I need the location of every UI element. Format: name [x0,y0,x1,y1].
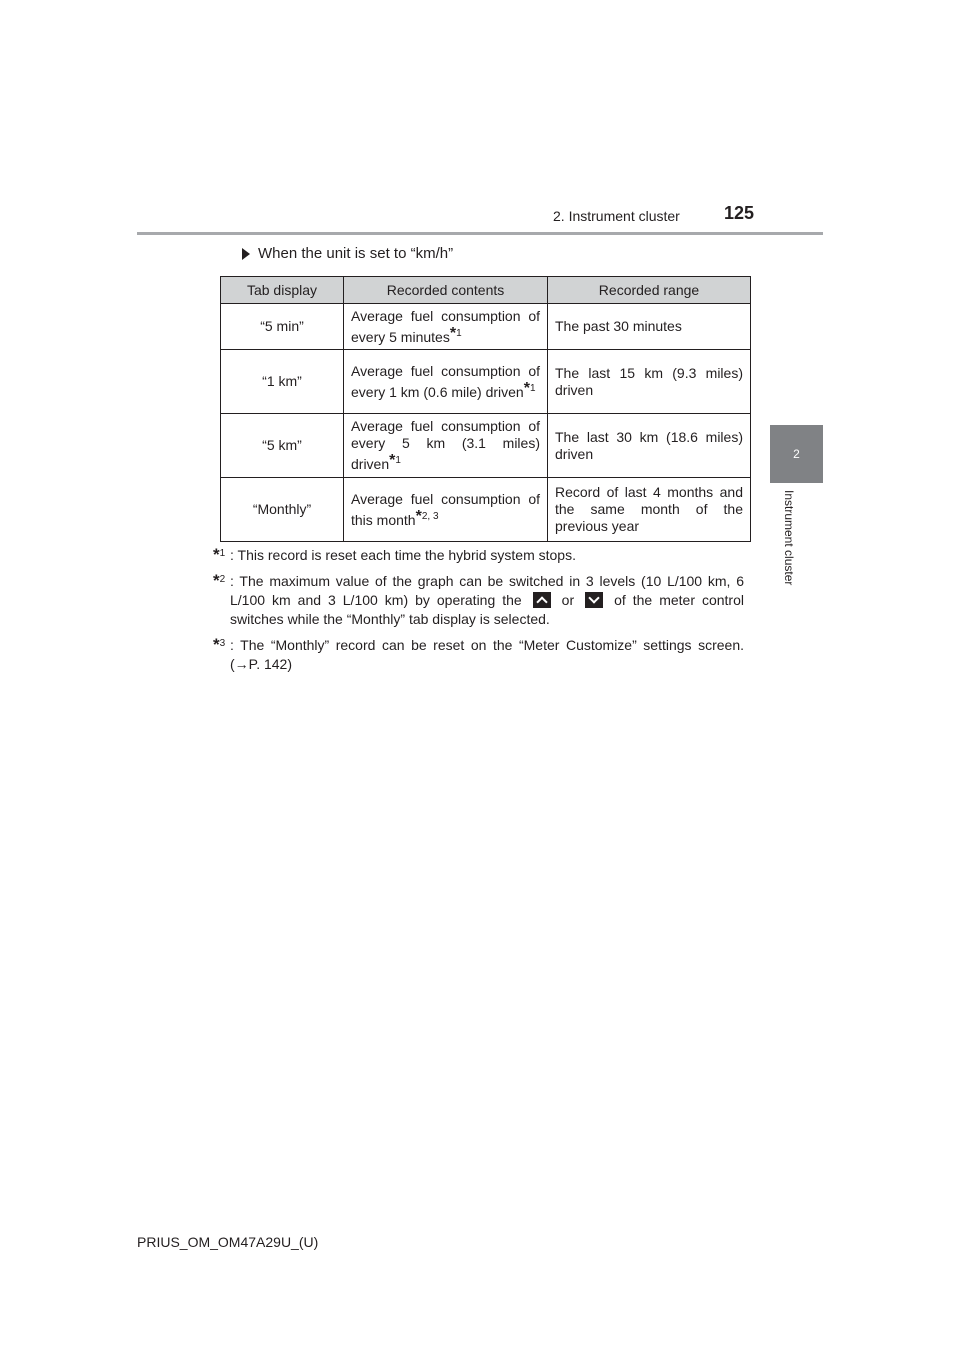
recorded-contents-cell: Average fuel consumption of this month*$^{2, 3}$ [344,478,548,542]
footnote-marker: *$^1$ [213,545,226,564]
footnote-text: : This record is reset each time the hybrid system stops. [230,547,576,563]
footnote-text[interactable]: : The “Monthly” record can be reset on the “Meter Customize” settings screen. (→P. 142) [230,637,744,672]
tab-display-cell: “5 km” [221,414,344,478]
table-row [221,414,751,478]
footnote-1 [213,546,744,565]
header-rule [137,232,823,235]
recorded-contents-cell: Average fuel consumption of every 1 km (0.6 mile) driven*$^1$ [344,350,548,414]
footnote-2 [213,572,744,629]
recorded-range-cell: Record of last 4 months and the same month of the previous year [548,478,751,542]
section-heading-text: When the unit is set to “km/h” [258,245,454,262]
table-row [221,350,751,414]
section-heading [242,245,453,262]
chevron-up-icon [533,592,551,608]
footnote-text: of the meter control switches while the “Monthly” tab display is selected. [230,592,744,627]
tab-display-cell: “1 km” [221,350,344,414]
records-table [220,276,751,542]
header-section-title: 2. Instrument cluster [553,208,680,224]
recorded-range-cell: The past 30 minutes [548,304,751,350]
footnotes [213,546,744,681]
column-header-tab-display: Tab display [221,277,344,304]
recorded-contents-cell: Average fuel consumption of every 5 km (3.1 miles) driven*$^1$ [344,414,548,478]
table-row [221,478,751,542]
table-row [221,304,751,350]
footnote-marker: *$^2$ [213,571,226,590]
recorded-contents-cell: Average fuel consumption of every 5 minutes*$^1$ [344,304,548,350]
document-code: PRIUS_OM_OM47A29U_(U) [137,1234,319,1250]
footnote-text: : The maximum value of the graph can be switched in 3 levels (10 L/100 km, 6 L/100 km and 3 L/100 km) by operating the [230,573,744,608]
chevron-down-icon [585,592,603,608]
triangle-bullet-icon [242,248,250,260]
footnote-3 [213,636,744,674]
page-number: 125 [724,203,755,223]
table-header-row [221,277,751,304]
chapter-tab-label: Instrument cluster [782,490,796,586]
chapter-tab[interactable]: 2 [770,425,823,483]
recorded-range-cell: The last 30 km (18.6 miles) driven [548,414,751,478]
column-header-recorded-contents: Recorded contents [344,277,548,304]
footnote-marker: *$^3$ [213,635,226,654]
footnote-text-or: or [561,592,575,608]
recorded-range-cell: The last 15 km (9.3 miles) driven [548,350,751,414]
tab-display-cell: “5 min” [221,304,344,350]
column-header-recorded-range: Recorded range [548,277,751,304]
tab-display-cell: “Monthly” [221,478,344,542]
